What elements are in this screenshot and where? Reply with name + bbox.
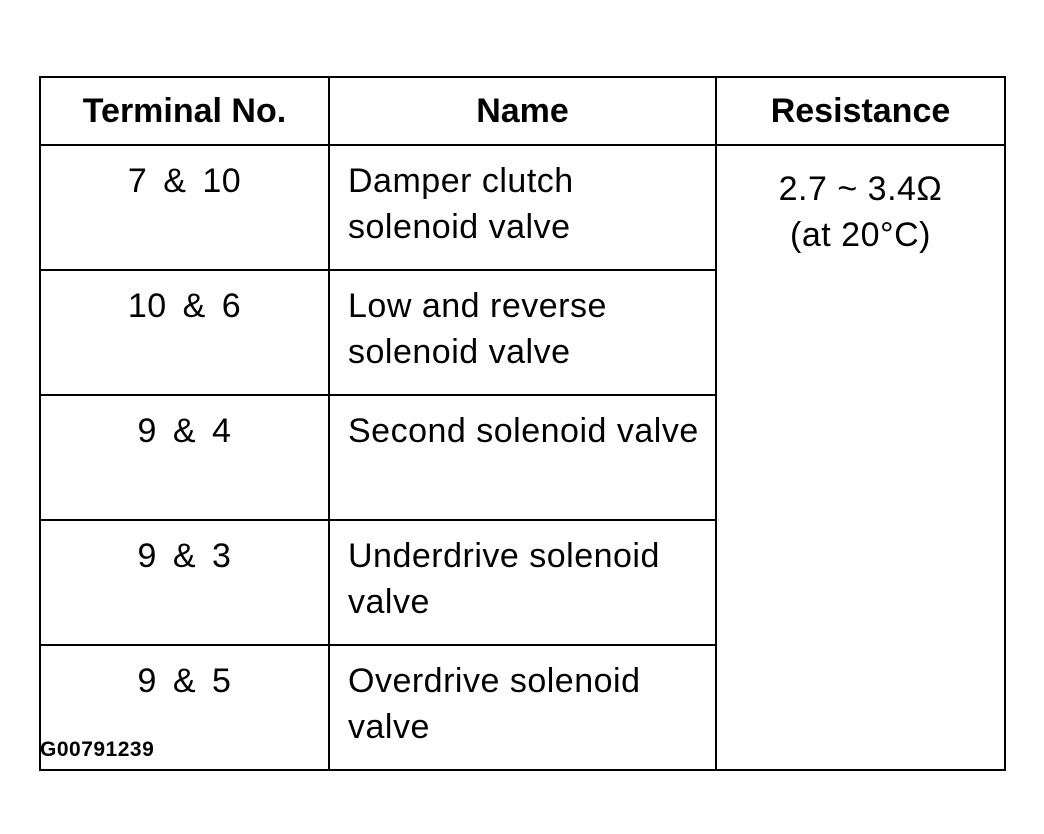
terminal-cell: 9 & 4	[40, 395, 329, 520]
resistance-spec-table	[39, 76, 1006, 771]
header-terminal-no: Terminal No.	[40, 77, 329, 145]
figure-id: G00791239	[40, 738, 155, 761]
terminal-cell: 7 & 10	[40, 145, 329, 270]
header-resistance: Resistance	[716, 77, 1005, 145]
terminal-cell: 9 & 3	[40, 520, 329, 645]
name-cell: Low and reverse solenoid valve	[329, 270, 716, 395]
name-cell: Overdrive solenoid valve	[329, 645, 716, 770]
terminal-cell: 10 & 6	[40, 270, 329, 395]
name-cell: Underdrive solenoid valve	[329, 520, 716, 645]
header-row	[40, 77, 1005, 145]
resistance-condition: (at 20°C)	[790, 216, 931, 254]
table-row	[40, 145, 1005, 270]
header-name: Name	[329, 77, 716, 145]
resistance-value: 2.7 ~ 3.4Ω	[778, 170, 943, 208]
terminal-cell: 9 & 5	[40, 645, 329, 770]
name-cell: Second solenoid valve	[329, 395, 716, 520]
name-cell: Damper clutch solenoid valve	[329, 145, 716, 270]
resistance-cell	[716, 145, 1005, 770]
